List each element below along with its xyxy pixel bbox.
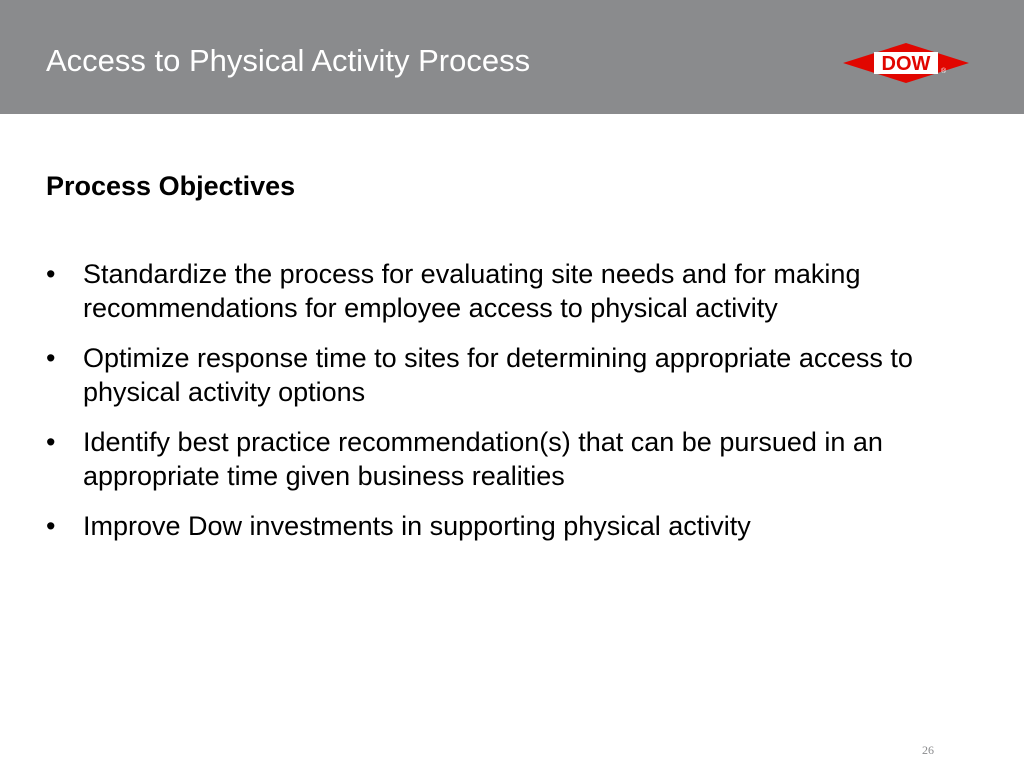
objective-item — [46, 257, 946, 325]
objective-text: Identify best practice recommendation(s) that can be pursued in an appropriate time given business realities — [83, 427, 883, 491]
section-heading: Process Objectives — [46, 171, 296, 201]
objective-item — [46, 425, 946, 493]
objectives-list — [46, 257, 946, 559]
bullet-marker: • — [46, 343, 56, 373]
dow-logo — [843, 43, 969, 83]
dow-logo-registered-mark: ® — [941, 68, 947, 75]
bullet-marker: • — [46, 427, 56, 457]
dow-logo-text: DOW — [881, 53, 931, 75]
objective-item — [46, 341, 946, 409]
slide-header — [0, 0, 1024, 114]
bullet-marker: • — [46, 259, 56, 289]
bullet-marker: • — [46, 511, 56, 541]
objective-text: Standardize the process for evaluating site needs and for making recommendations for employee access to physical activity — [83, 259, 861, 323]
objective-text: Improve Dow investments in supporting physical activity — [83, 511, 751, 541]
page-number: 26 — [922, 743, 934, 757]
objective-item — [46, 509, 946, 543]
objective-text: Optimize response time to sites for determining appropriate access to physical activity options — [83, 343, 913, 407]
slide-title: Access to Physical Activity Process — [46, 43, 531, 78]
